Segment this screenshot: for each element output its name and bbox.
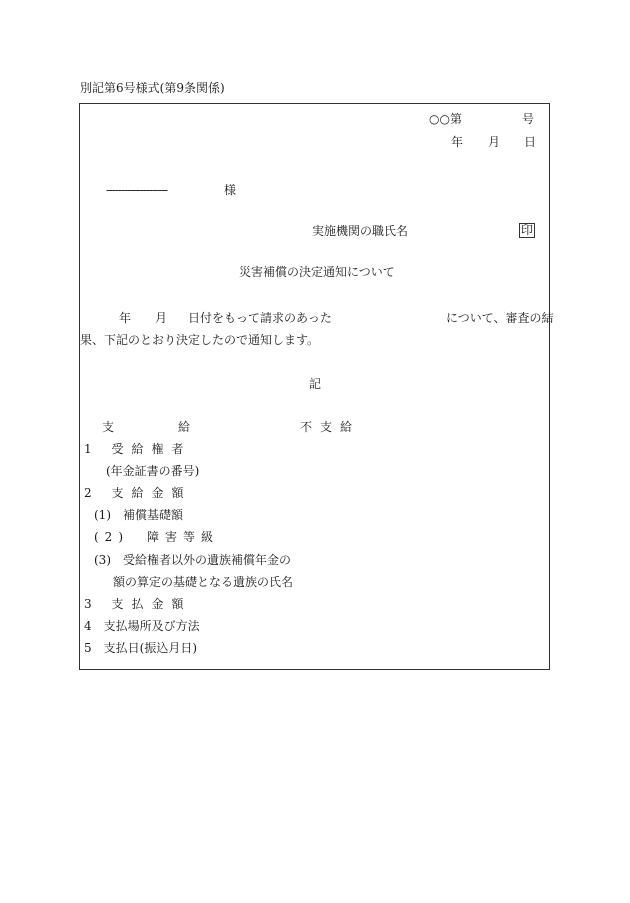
body-line-2: 果、下記のとおり決定したので通知します。 [80, 333, 320, 347]
item-4: 4 支払場所及び方法 [84, 619, 200, 633]
addressee-suffix: 様 [224, 183, 237, 197]
item-2-3: (3) 受給権者以外の遺族補償年金の [94, 553, 291, 567]
body-text-1: 日付をもって請求のあった [188, 311, 332, 325]
date-year: 年 [451, 135, 464, 149]
item-3: 3 支払金額 [84, 597, 192, 611]
item-5: 5 支払日(振込月日) [84, 641, 197, 655]
ki-label: 記 [309, 377, 322, 391]
item-2-1: (1) 補償基礎額 [94, 508, 183, 522]
col-pay: 支 給 [102, 420, 217, 434]
body-text-2: について、審査の結 [446, 311, 554, 325]
item-1: 1 受給権者 [84, 442, 192, 456]
body-month: 月 [155, 311, 168, 325]
item-2: 2 支給金額 [84, 486, 192, 500]
item-2-2: (2) 障害等級 [94, 530, 219, 544]
doc-number-prefix: ○○第 [429, 112, 462, 126]
doc-title: 災害補償の決定通知について [239, 265, 395, 279]
body-year: 年 [119, 311, 132, 325]
item-1-sub: (年金証書の番号) [106, 464, 200, 478]
date-day: 日 [524, 135, 537, 149]
item-2-3-cont: 額の算定の基礎となる遺族の氏名 [113, 575, 294, 589]
seal-mark: 印 [521, 223, 534, 237]
addressee-line: -------------------- [106, 183, 168, 197]
form-label: 別記第6号様式(第9条関係) [80, 81, 225, 95]
doc-number-suffix: 号 [522, 112, 535, 126]
date-month: 月 [488, 135, 501, 149]
col-nopay: 不支給 [300, 420, 361, 434]
sender-name: 実施機関の職氏名 [312, 224, 409, 238]
